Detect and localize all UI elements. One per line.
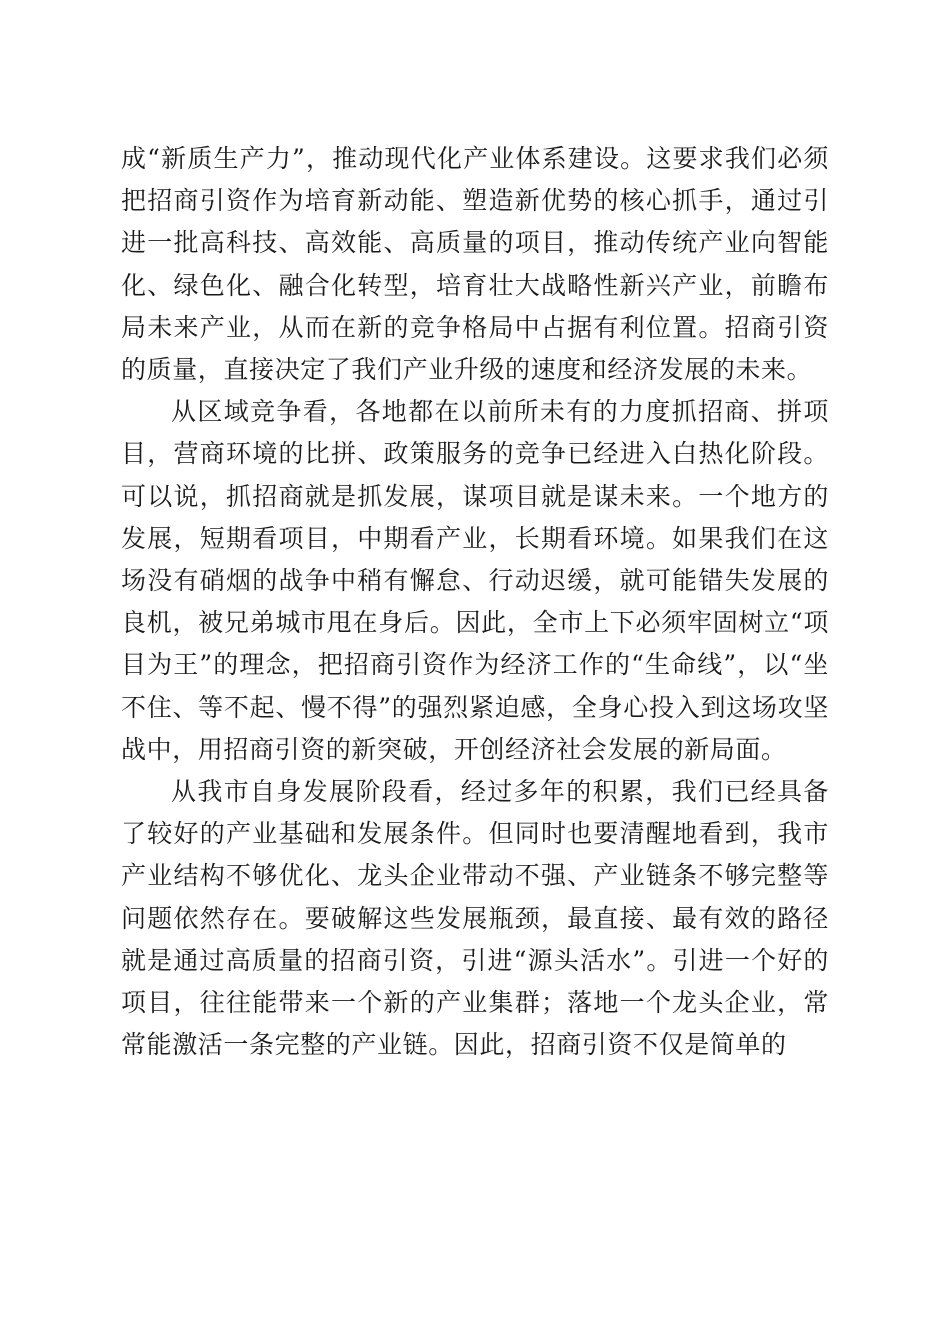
- paragraph-continuation: 成“新质生产力”，推动现代化产业体系建设。这要求我们必须把招商引资作为培育新动能、塑造新优势的核心抓手，通过引进一批高科技、高效能、高质量的项目，推动传统产业向智能化、绿色化、融合化转型，培育壮大战略性新兴产业，前瞻布局未来产业，从而在新的竞争格局中占据有利位置。招商引资的质量，直接决定了我们产业升级的速度和经济发展的未来。: [121, 144, 829, 385]
- paragraph-regional-competition: 从区域竞争看，各地都在以前所未有的力度抓招商、拼项目，营商环境的比拼、政策服务的竞争已经进入白热化阶段。可以说，抓招商就是抓发展，谋项目就是谋未来。一个地方的发展，短期看项目，中期看产业，长期看环境。如果我们在这场没有硝烟的战争中稍有懈怠、行动迟缓，就可能错失发展的良机，被兄弟城市甩在身后。因此，全市上下必须牢固树立“项目为王”的理念，把招商引资作为经济工作的“生命线”，以“坐不住、等不起、慢不得”的强烈紧迫感，全身心投入到这场攻坚战中，用招商引资的新突破，开创经济社会发展的新局面。: [121, 397, 829, 764]
- document-body: [121, 138, 829, 1066]
- paragraph-city-development-stage: 从我市自身发展阶段看，经过多年的积累，我们已经具备了较好的产业基础和发展条件。但同时也要清醒地看到，我市产业结构不够优化、龙头企业带动不强、产业链条不够完整等问题依然存在。要破解这些发展瓶颈，最直接、最有效的路径就是通过高质量的招商引资，引进“源头活水”。引进一个好的项目，往往能带来一个新的产业集群；落地一个龙头企业，常常能激活一条完整的产业链。因此，招商引资不仅是简单的: [121, 777, 829, 1060]
